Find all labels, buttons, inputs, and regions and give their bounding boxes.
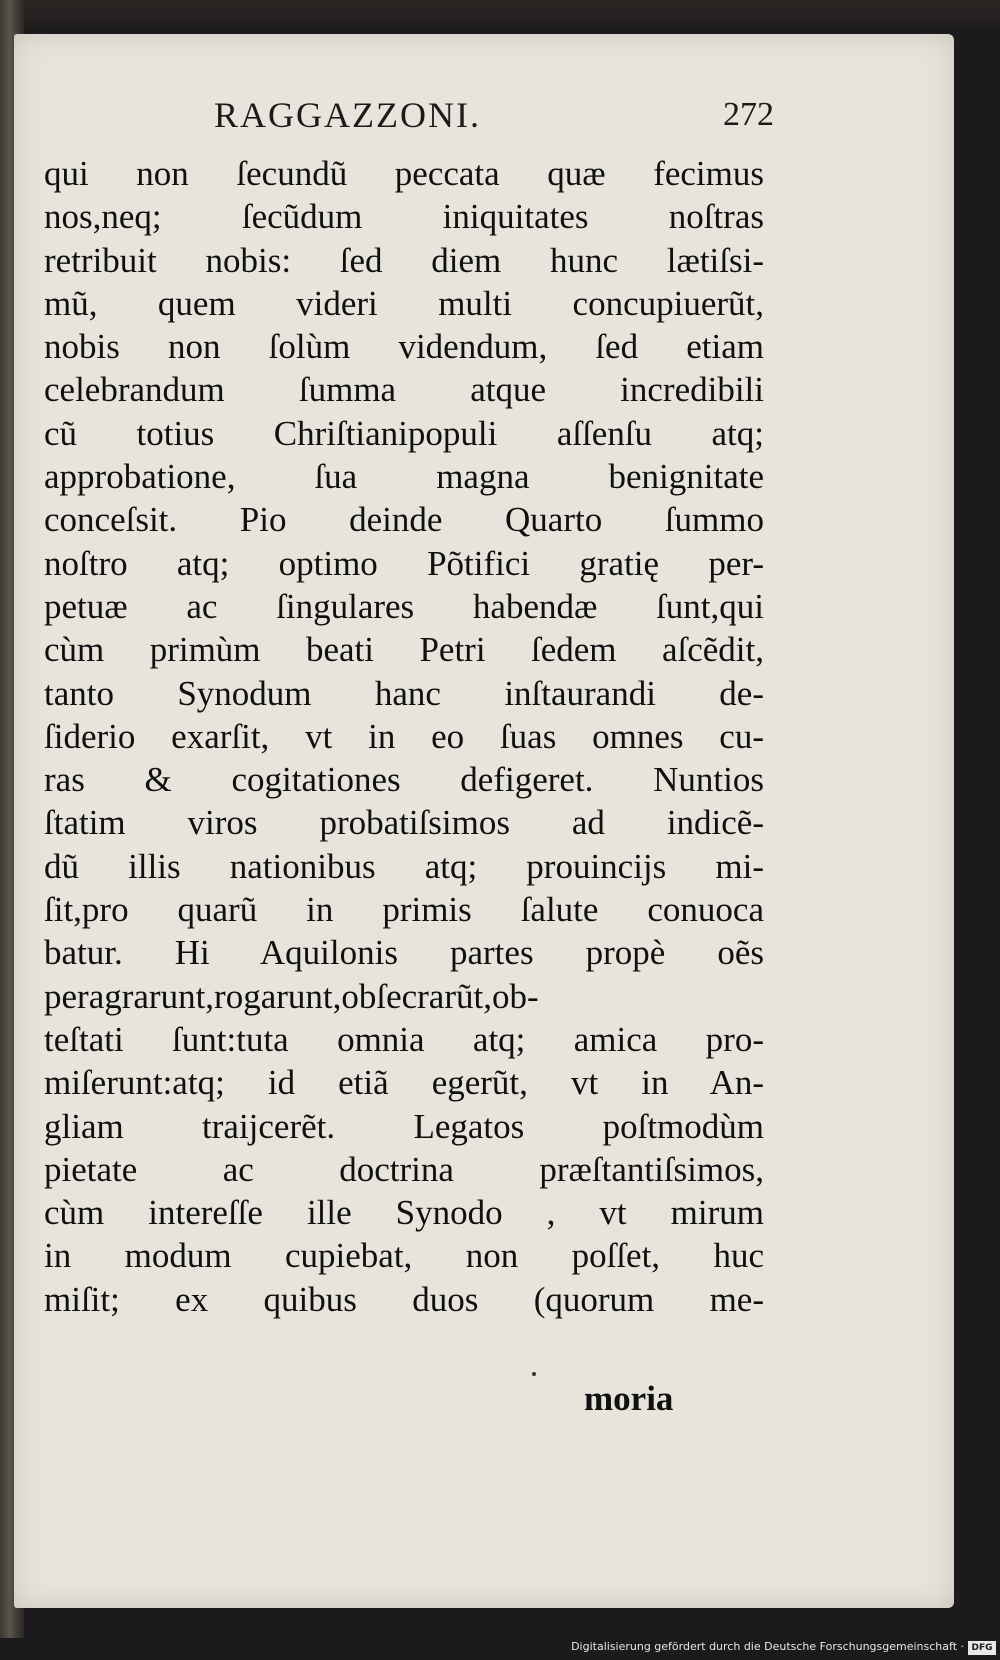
text-line: qui non ſecundũ peccata quæ fecimus xyxy=(44,154,764,193)
ink-speck xyxy=(532,1372,536,1376)
text-line: conceſsit. Pio deinde Quarto ſummo xyxy=(44,500,764,540)
catchword: moria xyxy=(584,1379,674,1418)
text-line: peragrarunt,rogarunt,obſecrarũt,ob- xyxy=(44,976,539,1016)
page-number: 272 xyxy=(723,96,774,133)
text-line: miſerunt:atq; id etiã egerũt, vt in An- xyxy=(44,1063,764,1103)
text-line: retribuit nobis: ſed diem hunc lætiſsi- xyxy=(44,240,764,280)
text-line: cũ totius Chriſtianipopuli aſſenſu atq; xyxy=(44,413,764,453)
text-line: tanto Synodum hanc inſtaurandi de- xyxy=(44,673,764,713)
text-line: nobis non ſolùm videndum, ſed etiam xyxy=(44,327,764,367)
text-line: celebrandum ſumma atque incredibili xyxy=(44,370,764,410)
dfg-logo-icon: DFG xyxy=(968,1641,996,1655)
text-line: cùm primùm beati Petri ſedem aſcẽdit, xyxy=(44,630,764,670)
text-line: nos,neq; ſecũdum iniquitates noſtras xyxy=(44,197,764,237)
text-line: cùm intereſſe ille Synodo , vt mirum xyxy=(44,1193,764,1233)
book-top-edge xyxy=(24,0,1000,30)
text-line: dũ illis nationibus atq; prouincijs mi- xyxy=(44,846,764,886)
text-line: batur. Hi Aquilonis partes propè oẽs xyxy=(44,933,764,973)
text-line: ſtatim viros probatiſsimos ad indicẽ- xyxy=(44,803,764,843)
text-line: miſit; ex quibus duos (quorum me- xyxy=(44,1279,764,1319)
book-page xyxy=(14,34,954,1608)
text-line: ras & cogitationes defigeret. Nuntios xyxy=(44,760,764,800)
text-line: mũ, quem videri multi concupiuerũt, xyxy=(44,283,764,323)
text-line: gliam traijcerẽt. Legatos poſtmodùm xyxy=(44,1106,764,1146)
text-line: in modum cupiebat, non poſſet, huc xyxy=(44,1236,764,1276)
funding-credit: Digitalisierung gefördert durch die Deutsche Forschungsgemeinschaft · xyxy=(571,1640,964,1653)
text-line: noſtro atq; optimo Põtifici gratię per- xyxy=(44,543,764,583)
text-line: pietate ac doctrina præſtantiſsimos, xyxy=(44,1149,764,1189)
text-line: petuæ ac ſingulares habendæ ſunt,qui xyxy=(44,586,764,626)
text-line: approbatione, ſua magna benignitate xyxy=(44,457,764,497)
text-line: ſit,pro quarũ in primis ſalute conuoca xyxy=(44,890,764,930)
text-line: ſiderio exarſit, vt in eo ſuas omnes cu- xyxy=(44,716,764,756)
text-line: teſtati ſunt:tuta omnia atq; amica pro- xyxy=(44,1019,764,1059)
digitization-footer xyxy=(0,1638,1000,1660)
running-head: RAGGAZZONI. xyxy=(214,95,481,135)
body-text xyxy=(44,152,764,1321)
page-header xyxy=(44,94,774,154)
